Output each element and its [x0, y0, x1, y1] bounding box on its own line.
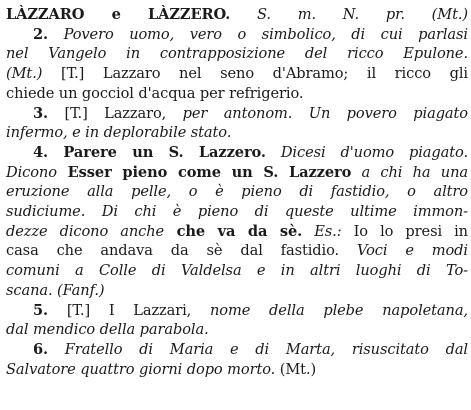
entry-line-5 — [6, 84, 468, 104]
definition-text: dal mendico della parabola. — [6, 321, 209, 339]
definition-text: scana. (Fanf.) — [6, 281, 105, 299]
example-label: Es.: — [302, 222, 342, 240]
phrase-headword: che va da sè. — [164, 222, 303, 240]
source-abbrev: (Mt.) — [6, 65, 43, 83]
headword: LÀZZARO e LÀZZERO. — [6, 6, 231, 23]
entry-line-19 — [6, 360, 468, 380]
entry-line-8 — [6, 143, 468, 163]
source-abbrev: (Mt.) — [275, 360, 317, 378]
sense-number: 4. — [33, 143, 49, 161]
example-text: [T.] Lazzaro nel seno d'Abramo; il ricco gli — [42, 65, 468, 83]
grammar-label: S. m. N. pr. (Mt.) — [257, 6, 469, 23]
definition-text: Dicono — [6, 163, 57, 181]
entry-line-6 — [6, 104, 468, 124]
phrase-headword: Parere un S. Lazzero. — [48, 143, 266, 161]
phrase-headword: Esser pieno come un S. Lazzero — [56, 163, 352, 181]
definition-text: Voci e modi — [356, 242, 468, 260]
entry-line-13 — [6, 241, 468, 261]
sense-number: 5. — [33, 301, 49, 319]
definition-text: per antonom. Un povero piagato — [182, 104, 468, 122]
example-text: [T.] Lazzaro, — [48, 104, 183, 122]
definition-text: nome della plebe napoletana, — [210, 301, 468, 319]
definition-text: eruzione alla pelle, o è pieno di fastidio, o altro — [6, 183, 468, 201]
definition-text: Dicesi d'uomo piagato. — [265, 143, 468, 161]
definition-text: Salvatore quattro giorni dopo morto. — [6, 360, 276, 378]
sense-number: 2. — [33, 25, 49, 43]
example-text: chiede un gocciol d'acqua per refrigerio. — [6, 84, 304, 102]
definition-text: a chi ha una — [351, 163, 469, 181]
definition-text: nel Vangelo in contrapposizione del ricco Epulone. — [6, 45, 468, 63]
definition-text: sudiciume. Di chi è pieno di queste ultime immon- — [6, 203, 468, 221]
entry-line-4 — [6, 64, 468, 84]
entry-line-14 — [6, 261, 468, 281]
entry-line-2 — [6, 25, 468, 45]
definition-text: dezze dicono anche — [6, 222, 165, 240]
entry-line-3 — [6, 44, 468, 64]
example-text: [T.] I Lazzari, — [48, 301, 210, 319]
entry-line-10 — [6, 182, 468, 202]
entry-line-12 — [6, 222, 468, 242]
definition-text: Fratello di Maria e di Marta, risuscitato dal — [48, 340, 468, 358]
example-text: Io lo presi in — [341, 222, 468, 240]
entry-line-15 — [6, 281, 468, 301]
dictionary-entry — [6, 5, 468, 379]
entry-line-11 — [6, 202, 468, 222]
entry-line-7 — [6, 123, 468, 143]
entry-line-16 — [6, 301, 468, 321]
entry-line-9 — [6, 163, 468, 183]
definition-text: comuni a Colle di Valdelsa e in altri luoghi di To- — [6, 262, 468, 280]
example-text: casa che andava da sè dal fastidio. — [6, 242, 357, 260]
sense-number: 6. — [33, 340, 49, 358]
entry-line-18 — [6, 340, 468, 360]
definition-text: infermo, e in deplorabile stato. — [6, 124, 232, 142]
entry-line-1 — [6, 5, 468, 25]
entry-line-17 — [6, 320, 468, 340]
definition-text: Povero uomo, vero o simbolico, di cui parlasi — [48, 25, 468, 43]
sense-number: 3. — [33, 104, 49, 122]
